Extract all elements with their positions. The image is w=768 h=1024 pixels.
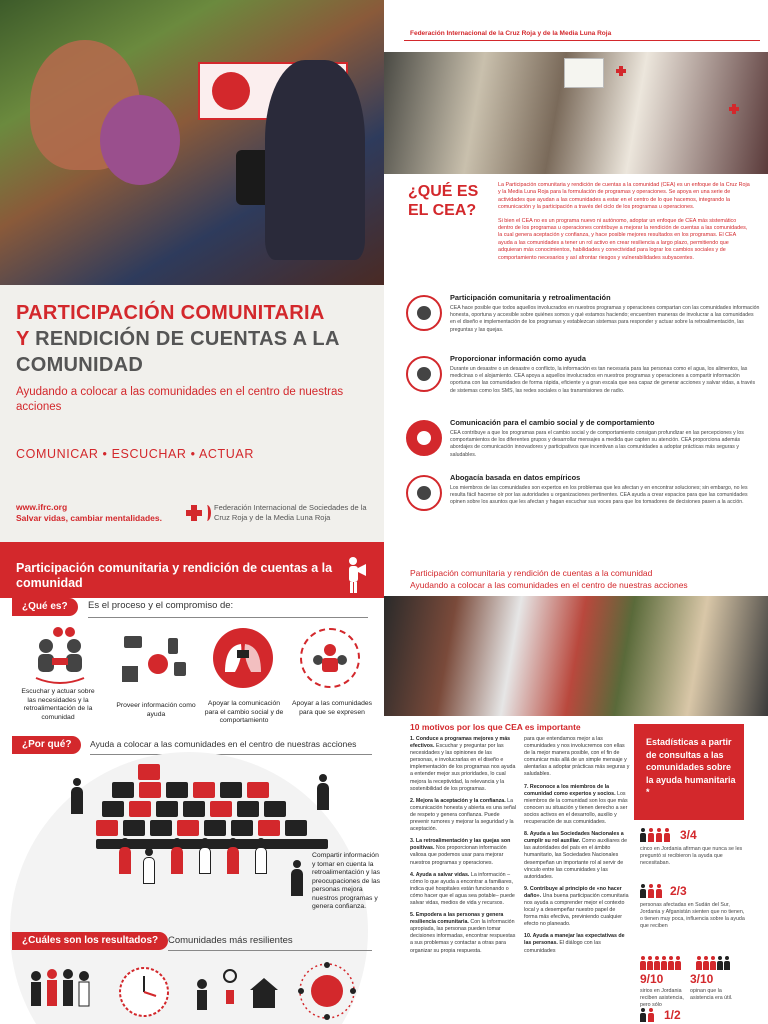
cover-subtitle: Ayudando a colocar a las comunidades en el centro de nuestras acciones	[16, 386, 344, 413]
person-icon	[656, 884, 662, 898]
what-is-cea-panel	[384, 0, 768, 542]
stat-fraction: 3/10	[690, 972, 714, 986]
reason-title: 1. Conduce a programas mejores y más efectivos.	[410, 736, 511, 750]
reason-text: Una buena participación comunitaria nos ayuda a comprender mejor el contexto local y a desempeñar nuestro papel de forma más efectiva, previniendo cualquier efecto no planeado.	[524, 892, 629, 928]
infographic-title: Participación comunitaria y rendición de cuentas a la comunidad	[16, 561, 333, 590]
intro-paragraph-2: Si bien el CEA no es un programa nuevo ni autónomo, adoptar un enfoque de CEA más sistemático dentro de los programas u operaciones contribuye a mejorar la rendición de cuentas a las comunidades, la cual genera aceptación y confianza, y hace posible mejores resultados en los programas. El CEA ayuda a las comunidades a tener un rol activo en crear resiliencia a largo plazo, permitiendo que adquieran más conocimientos, habilidades y conectividad para lograr los cambios sociales y de comportamiento necesarios y así afrontar riesgos y vulnerabilidades subyacentes.	[498, 217, 748, 261]
person-figure	[290, 860, 304, 896]
stat-item	[640, 1008, 760, 1024]
reasons-column-2	[524, 736, 630, 960]
item-title: Proporcionar información como ayuda	[450, 354, 586, 363]
rule	[168, 950, 372, 951]
title-part-1: PARTICIPACIÓN COMUNITARIA	[16, 302, 325, 324]
what-caption: Escuchar y actuar sobre las necesidades y la retroalimentación de la comunidad	[21, 688, 95, 721]
person-icon	[640, 956, 646, 970]
reason-item	[410, 912, 516, 955]
group-speech-icon	[300, 628, 360, 688]
reasons-title: Participación comunitaria y rendición de cuentas a la comunidad	[410, 568, 653, 578]
stat-description: opinan que la asistencia era útil.	[690, 988, 733, 1001]
person-figure	[316, 774, 330, 810]
reason-title: 5. Empodera a las personas y genera resiliencia comunitaria.	[410, 912, 504, 926]
slogan: Salvar vidas, cambiar mentalidades.	[16, 513, 162, 523]
person-icon	[640, 828, 646, 842]
radio-phone-icon	[120, 632, 192, 688]
reason-title: 8. Ayuda a las Sociedades Nacionales a cumplir su rol auxiliar.	[524, 831, 624, 845]
title-part-2: Y	[16, 328, 30, 350]
person-icon	[668, 956, 674, 970]
reason-title: 2. Mejora la aceptación y la confianza.	[410, 797, 506, 804]
blocks-row	[102, 801, 286, 817]
community-person	[142, 848, 156, 884]
reason-item	[524, 886, 630, 929]
item-title: Abogacía basada en datos empíricos	[450, 473, 581, 482]
red-crescent-icon	[203, 505, 211, 521]
intro-text	[498, 182, 750, 268]
item-text: Durante un desastre o un desastre o conflicto, la información es tan necesaria para las personas como el agua, los alimentos, las medicinas o el alojamiento. CEA apoya a aquellos involucrados en nuestros programas y operaciones a compartir información oportuna con las comunidades de forma rápida, eficiente y a gran escala que sea capaz de generar acciones y salvar vidas, a través de sistemas como los SMS, las redes sociales o las transmisiones de radio.	[450, 366, 756, 394]
blocks-row	[96, 820, 307, 836]
person-icon	[640, 1008, 646, 1022]
person-icon	[717, 956, 723, 970]
person-icon	[664, 828, 670, 842]
what-caption: Apoyar la comunicación para el cambio social y de comportamiento	[204, 700, 284, 724]
what-label: ¿Qué es?	[12, 598, 78, 616]
stat-description: sirios en Jordania reciben asistencia, pero sólo	[640, 988, 684, 1008]
blocks-row	[138, 764, 160, 780]
reason-text: La información –cómo lo que ayuda a encontrar a familiares, indica qué hospitales están funcionando o cómo hacer que el agua sea potable– puede salvar vidas, medios de vida y recursos.	[410, 871, 515, 906]
stat-fraction: 1/2	[664, 1008, 681, 1022]
reason-text: Escuchar y preguntar por las necesidades y las opiniones de las personas, e involucrarlas en el diseño e implementación de los programas nos ayuda a entender mejor sus prioridades, lo cual mejora la receptividad, la relevancia y la sostenibilidad de los programas.	[410, 743, 516, 792]
reason-title: 10. Ayuda a manejar las expectativas de las personas.	[524, 933, 625, 947]
reason-item	[410, 798, 516, 833]
person-icon	[710, 956, 716, 970]
stat-fraction: 2/3	[670, 884, 687, 898]
what-heading	[408, 182, 488, 220]
stat-item	[640, 956, 760, 1006]
cea-item	[450, 354, 760, 395]
listening-people-icon	[28, 626, 92, 686]
group-megaphone-icon	[406, 475, 442, 511]
sign-board	[564, 58, 604, 88]
reasons-heading: 10 motivos por los que CEA es importante	[410, 722, 581, 732]
reason-title: 3. La retroalimentación y las quejas son positivas.	[410, 838, 511, 852]
cea-item	[450, 293, 760, 334]
stat-fraction: 3/4	[680, 828, 697, 842]
header-rule	[404, 40, 760, 41]
reason-item	[524, 784, 630, 827]
stat-item	[640, 884, 760, 944]
cea-item	[450, 473, 760, 507]
item-text: Los miembros de las comunidades son expertos en los problemas que les afectan y en encontrar soluciones; sin embargo, no les resulta fácil hacerse oír por las autoridades u organizaciones pertinentes. CEA ayuda a crear espacios para que las comunidades opinen sobre los asuntos que les afectan y hagan escuchar sus voces para que los tomadores de decisiones pasen a la acción.	[450, 485, 748, 506]
reason-item	[410, 736, 516, 793]
red-cross-logo-icon	[212, 72, 250, 110]
connected-world-icon	[296, 962, 358, 1020]
person-icon	[648, 884, 654, 898]
item-text: CEA contribuye a que los programas para el cambio social y de comportamiento consigan profundizar en las percepciones y los comportamientos de los diferentes grupos y desarrollar mensajes a medida que capten su atención. CEA proporciona además abordajes de comunicación innovadores y participativos que incentivan a las comunidades a adoptar prácticas más seguras y saludables.	[450, 430, 744, 458]
red-cross-icon	[186, 505, 202, 521]
reason-title: 9. Contribuye al principio de «no hacer daño».	[524, 885, 622, 899]
community-person	[254, 838, 268, 874]
community-person	[198, 838, 212, 874]
cea-item	[450, 418, 760, 459]
person-icon	[648, 828, 654, 842]
cover-footer	[16, 502, 162, 524]
reason-title: 7. Reconoce a los miembros de la comunidad como expertos y socios.	[524, 783, 616, 797]
reasons-column-1	[410, 736, 516, 960]
person-icon	[656, 828, 662, 842]
item-title: Comunicación para el cambio social y de comportamiento	[450, 418, 655, 427]
results-text: Comunidades más resilientes	[168, 935, 293, 946]
why-text: Ayuda a colocar a las comunidades en el centro de nuestras acciones	[90, 739, 357, 749]
reason-item	[524, 831, 630, 881]
heading-text: ¿QUÉ ES EL CEA?	[408, 183, 479, 219]
person-icon	[703, 956, 709, 970]
infographic-panel	[0, 542, 384, 1024]
rule	[88, 617, 368, 618]
person-icon	[661, 956, 667, 970]
stat-description: personas afectadas en Sudán del Sur, Jordania y Afganistán sienten que no tienen, o tienen muy poca, influencia sobre la ayuda que reciben	[640, 902, 745, 929]
community-person	[226, 838, 240, 874]
rule	[90, 754, 372, 755]
stat-fraction: 9/10	[640, 972, 664, 986]
clock-icon	[116, 964, 172, 1020]
why-label: ¿Por qué?	[12, 736, 81, 754]
person-figure	[70, 778, 84, 814]
why-caption: Compartir información y tomar en cuenta la retroalimentación y las preocupaciones de las personas mejora nuestros programas y genera confianza.	[312, 852, 381, 910]
ifrc-logo	[186, 503, 376, 522]
item-text: CEA hace posible que todos aquellos involucrados en nuestros programas y operaciones compartan con las comunidades información honesta, oportuna y accesible sobre quiénes somos y qué estamos haciendo; encuentren maneras de involucrar a las comunidades en el diseño e implementación de los programas y establezcan sistemas para responder y actuar sobre la retroalimentación, las preguntas y las quejas.	[450, 305, 760, 333]
radio-icon	[406, 356, 442, 392]
reasons-subtitle: Ayudando a colocar a las comunidades en el centro de nuestras acciones	[410, 580, 688, 590]
infographic-header	[0, 542, 384, 598]
statistics-sidebar	[634, 724, 768, 1024]
person-icon	[696, 956, 702, 970]
community-person	[118, 838, 132, 874]
person-icon	[640, 884, 646, 898]
what-text: Es el proceso y el compromiso de:	[88, 600, 234, 611]
stat-item	[640, 828, 760, 878]
megaphone-person-icon	[345, 556, 367, 594]
cover-photo	[0, 0, 384, 285]
reason-item	[524, 736, 630, 779]
man-figure	[265, 60, 365, 260]
dialog-heads-icon	[213, 628, 273, 688]
reason-item	[410, 838, 516, 866]
reason-text: La comunicación honesta y abierta es una señal de respeto y genera confianza. Puede prevenir rumores y mejorar la seguridad y la aceptación.	[410, 797, 517, 833]
intro-paragraph-1: La Participación comunitaria y rendición de cuentas a la comunidad (CEA) es un enfoque de la Cruz Roja y la Media Luna Roja para la formulación de programas y operaciones. Se apoya en una serie de actividades que ayudan a las comunidades a estar en el centro de lo que hacemos, integrando la comunicación y la participación a través del ciclo de los programas u operaciones.	[498, 182, 750, 211]
heads-dialog-icon	[406, 420, 442, 456]
reason-item	[524, 933, 630, 954]
title-part-3: RENDICIÓN DE CUENTAS A LA COMUNIDAD	[16, 328, 339, 376]
red-cross-icon	[616, 66, 626, 76]
org-header: Federación Internacional de la Cruz Roja y de la Media Luna Roja	[410, 30, 612, 37]
cover-title	[16, 300, 371, 378]
community-person	[170, 838, 184, 874]
reason-text: Nos proporcionan información valiosa que podemos usar para mejorar nuestros programas y operaciones.	[410, 845, 507, 866]
person-icon	[654, 956, 660, 970]
resilient-community-icon	[26, 962, 96, 1018]
results-label: ¿Cuáles son los resultados?	[12, 932, 168, 950]
reason-text: Los miembros de la comunidad son los que más conocen su situación y tienen derecho a ser socios activos en el desarrollo, auxilio y recuperación de sus comunidades.	[524, 790, 628, 826]
cover-panel	[0, 0, 384, 542]
person-icon	[724, 956, 730, 970]
reason-item	[410, 872, 516, 907]
child-figure	[100, 95, 180, 185]
reason-title: 4. Ayuda a salvar vidas.	[410, 871, 470, 878]
person-icon	[648, 1008, 654, 1022]
ifrc-url[interactable]: www.ifrc.org	[16, 502, 68, 512]
reason-text: Como auxiliares de las autoridades del país en el ámbito humanitario, las Sociedades Nacionales desempeñan un importante rol al servir de vínculo entre las comunidades y las autoridades.	[524, 838, 628, 880]
what-caption: Proveer información como ayuda	[116, 702, 196, 718]
stat-description: cinco en Jordania afirman que nunca se les preguntó si recibieron la ayuda que necesitaban.	[640, 846, 743, 866]
safety-journey-icon	[190, 966, 280, 1018]
reasons-panel	[384, 542, 768, 1024]
reason-text: para que entendamos mejor a las comunidades y nos involucremos con ellas de la mejor manera posible, con el fin de comunicar más allá de un simple mensaje y alentarlas a adoptar prácticas más seguras y saludables.	[524, 736, 630, 778]
person-icon	[647, 956, 653, 970]
stats-heading: Estadísticas a partir de consultas a las comunidades sobre la ayuda humanitaria *	[634, 724, 744, 820]
cover-tagline: COMUNICAR • ESCUCHAR • ACTUAR	[16, 447, 254, 461]
volunteers-photo	[384, 52, 768, 174]
reason-text: Con la información apropiada, las personas pueden tomar decisiones informadas, encontrar respuestas a sus problemas y contactar a otras para organizar su propia respuesta.	[410, 919, 516, 954]
ifrc-org-name: Federación Internacional de Sociedades de la Cruz Roja y de la Media Luna Roja	[214, 503, 367, 522]
item-title: Participación comunitaria y retroalimentación	[450, 293, 611, 302]
person-icon	[675, 956, 681, 970]
community-meeting-photo	[384, 596, 768, 716]
reason-text: El diálogo con las comunidades	[524, 940, 601, 954]
feedback-people-icon	[406, 295, 442, 331]
blocks-row	[112, 782, 269, 798]
what-caption: Apoyar a las comunidades para que se expresen	[291, 700, 373, 716]
red-cross-icon	[729, 104, 739, 114]
